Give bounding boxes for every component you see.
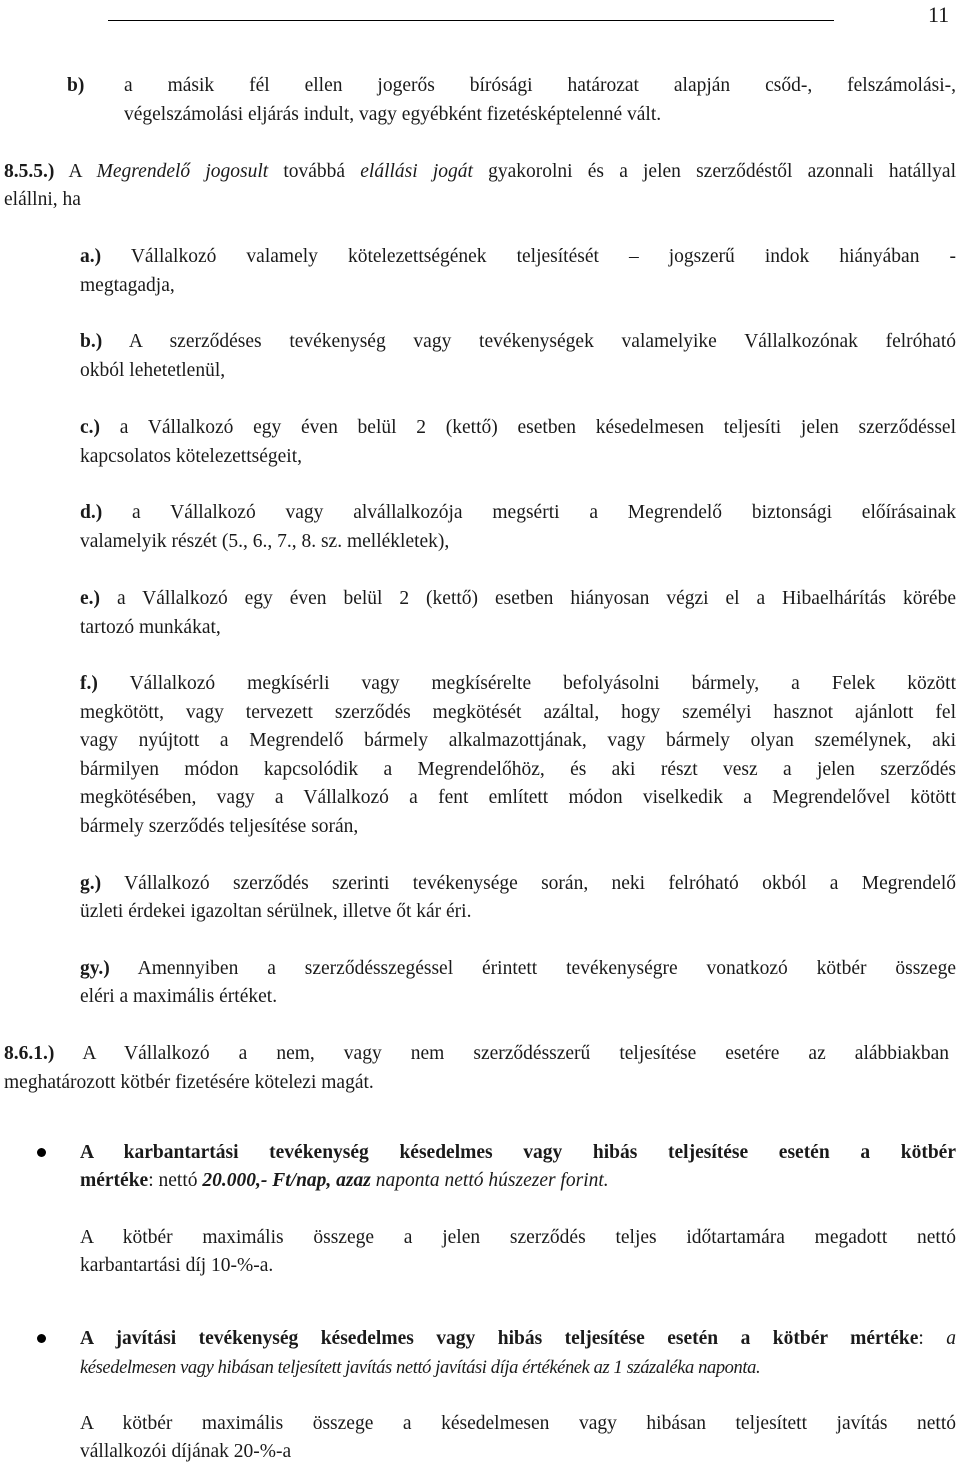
sub-d-line1: d.) a Vállalkozó vagy alvállalkozója megsérti a Megrendelő biztonsági előírásainak bbox=[80, 502, 956, 523]
sub-g-line1: g.) Vállalkozó szerződés szerinti tevékenysége során, neki felróható okból a Megrendelő bbox=[80, 873, 956, 894]
sub-e-line1: e.) a Vállalkozó egy éven belül 2 (kettő) esetben hiányosan végzi el a Hibaelhárítás körébe bbox=[80, 588, 956, 609]
sub-b-line1: b.) A szerződéses tevékenység vagy tevékenységek valamelyike Vállalkozónak felróható bbox=[80, 331, 956, 352]
section-8-6-1-line2: meghatározott kötbér fizetésére kötelezi magát. bbox=[4, 1072, 374, 1093]
sub-e-line2: tartozó munkákat, bbox=[80, 617, 221, 638]
sub-b-line2: okból lehetetlenül, bbox=[80, 360, 226, 381]
bullet1-para-line2: karbantartási díj 10-%-a. bbox=[80, 1255, 274, 1276]
item-b-line1: a másik fél ellen jogerős bírósági határozat alapján csőd-, felszámolási-, bbox=[124, 75, 956, 96]
sub-c-line2: kapcsolatos kötelezettségeit, bbox=[80, 446, 303, 467]
sub-gy-line1: gy.) Amennyiben a szerződésszegéssel érintett tevékenységre vonatkozó kötbér összege bbox=[80, 958, 956, 979]
sub-f-line2: megkötött, vagy tervezett szerződés megkötését azáltal, hogy személyi hasznot ajánlott fel bbox=[80, 702, 956, 723]
section-number: 8.5.5.) bbox=[4, 161, 55, 182]
bullet2-rate: késedelmesen vagy hibásan teljesített javítás nettó javítási díja értékének az 1 százaléka naponta. bbox=[80, 1358, 761, 1378]
sub-gy-line2: eléri a maximális értéket. bbox=[80, 986, 278, 1007]
bullet-dot bbox=[37, 1334, 46, 1343]
bullet2-heading: A javítási tevékenység késedelmes vagy hibás teljesítése esetén a kötbér mértéke: a bbox=[80, 1328, 956, 1349]
section-8-5-5-line2: elállni, ha bbox=[4, 189, 81, 210]
bullet2-para-line2: vállalkozói díjának 20-%-a bbox=[80, 1441, 292, 1462]
section-8-5-5-line1: 8.5.5.) A Megrendelő jogosult továbbá elállási jogát gyakorolni és a jelen szerződéstől azonnali hatállyal bbox=[4, 161, 956, 182]
item-b-label: b) bbox=[67, 75, 85, 96]
section-number: 8.6.1.) bbox=[4, 1043, 55, 1064]
bullet-dot bbox=[37, 1148, 46, 1157]
bullet1-heading: A karbantartási tevékenység késedelmes vagy hibás teljesítése esetén a kötbér bbox=[80, 1142, 956, 1163]
sub-f-line4: bármilyen módon kapcsolódik a Megrendelőhöz, és aki részt vesz a jelen szerződés bbox=[80, 759, 956, 780]
bullet1-rate: mértéke: nettó 20.000,- Ft/nap, azaz naponta nettó húszezer forint. bbox=[80, 1170, 609, 1191]
sub-f-line6: bármely szerződés teljesítése során, bbox=[80, 816, 359, 837]
sub-a-line2: megtagadja, bbox=[80, 275, 175, 296]
sub-f-line1: f.) Vállalkozó megkísérli vagy megkísérelte befolyásolni bármely, a Felek között bbox=[80, 673, 956, 694]
sub-d-line2: valamelyik részét (5., 6., 7., 8. sz. mellékletek), bbox=[80, 531, 450, 552]
section-8-6-1-line1: 8.6.1.) A Vállalkozó a nem, vagy nem szerződésszerű teljesítése esetére az alábbiakban bbox=[4, 1043, 949, 1064]
page-number: 11 bbox=[928, 2, 950, 27]
sub-g-line2: üzleti érdekei igazoltan sérülnek, illetve őt kár éri. bbox=[80, 901, 472, 922]
sub-f-line3: vagy nyújtott a Megrendelő bármely alkalmazottjának, vagy bármely olyan személynek, aki bbox=[80, 730, 956, 751]
header-rule bbox=[108, 20, 834, 21]
item-b-line2: végelszámolási eljárás indult, vagy egyébként fizetésképtelenné vált. bbox=[124, 104, 662, 125]
sub-f-line5: megkötésében, vagy a Vállalkozó a fent említett módon viselkedik a Megrendelővel kötött bbox=[80, 787, 956, 808]
sub-c-line1: c.) a Vállalkozó egy éven belül 2 (kettő) esetben késedelmesen teljesíti jelen szerződéssel bbox=[80, 417, 956, 438]
bullet1-para-line1: A kötbér maximális összege a jelen szerződés teljes időtartamára megadott nettó bbox=[80, 1227, 956, 1248]
bullet2-para-line1: A kötbér maximális összege a késedelmesen vagy hibásan teljesített javítás nettó bbox=[80, 1413, 956, 1434]
sub-a-line1: a.) Vállalkozó valamely kötelezettségének teljesítését – jogszerű indok hiányában - bbox=[80, 246, 956, 267]
